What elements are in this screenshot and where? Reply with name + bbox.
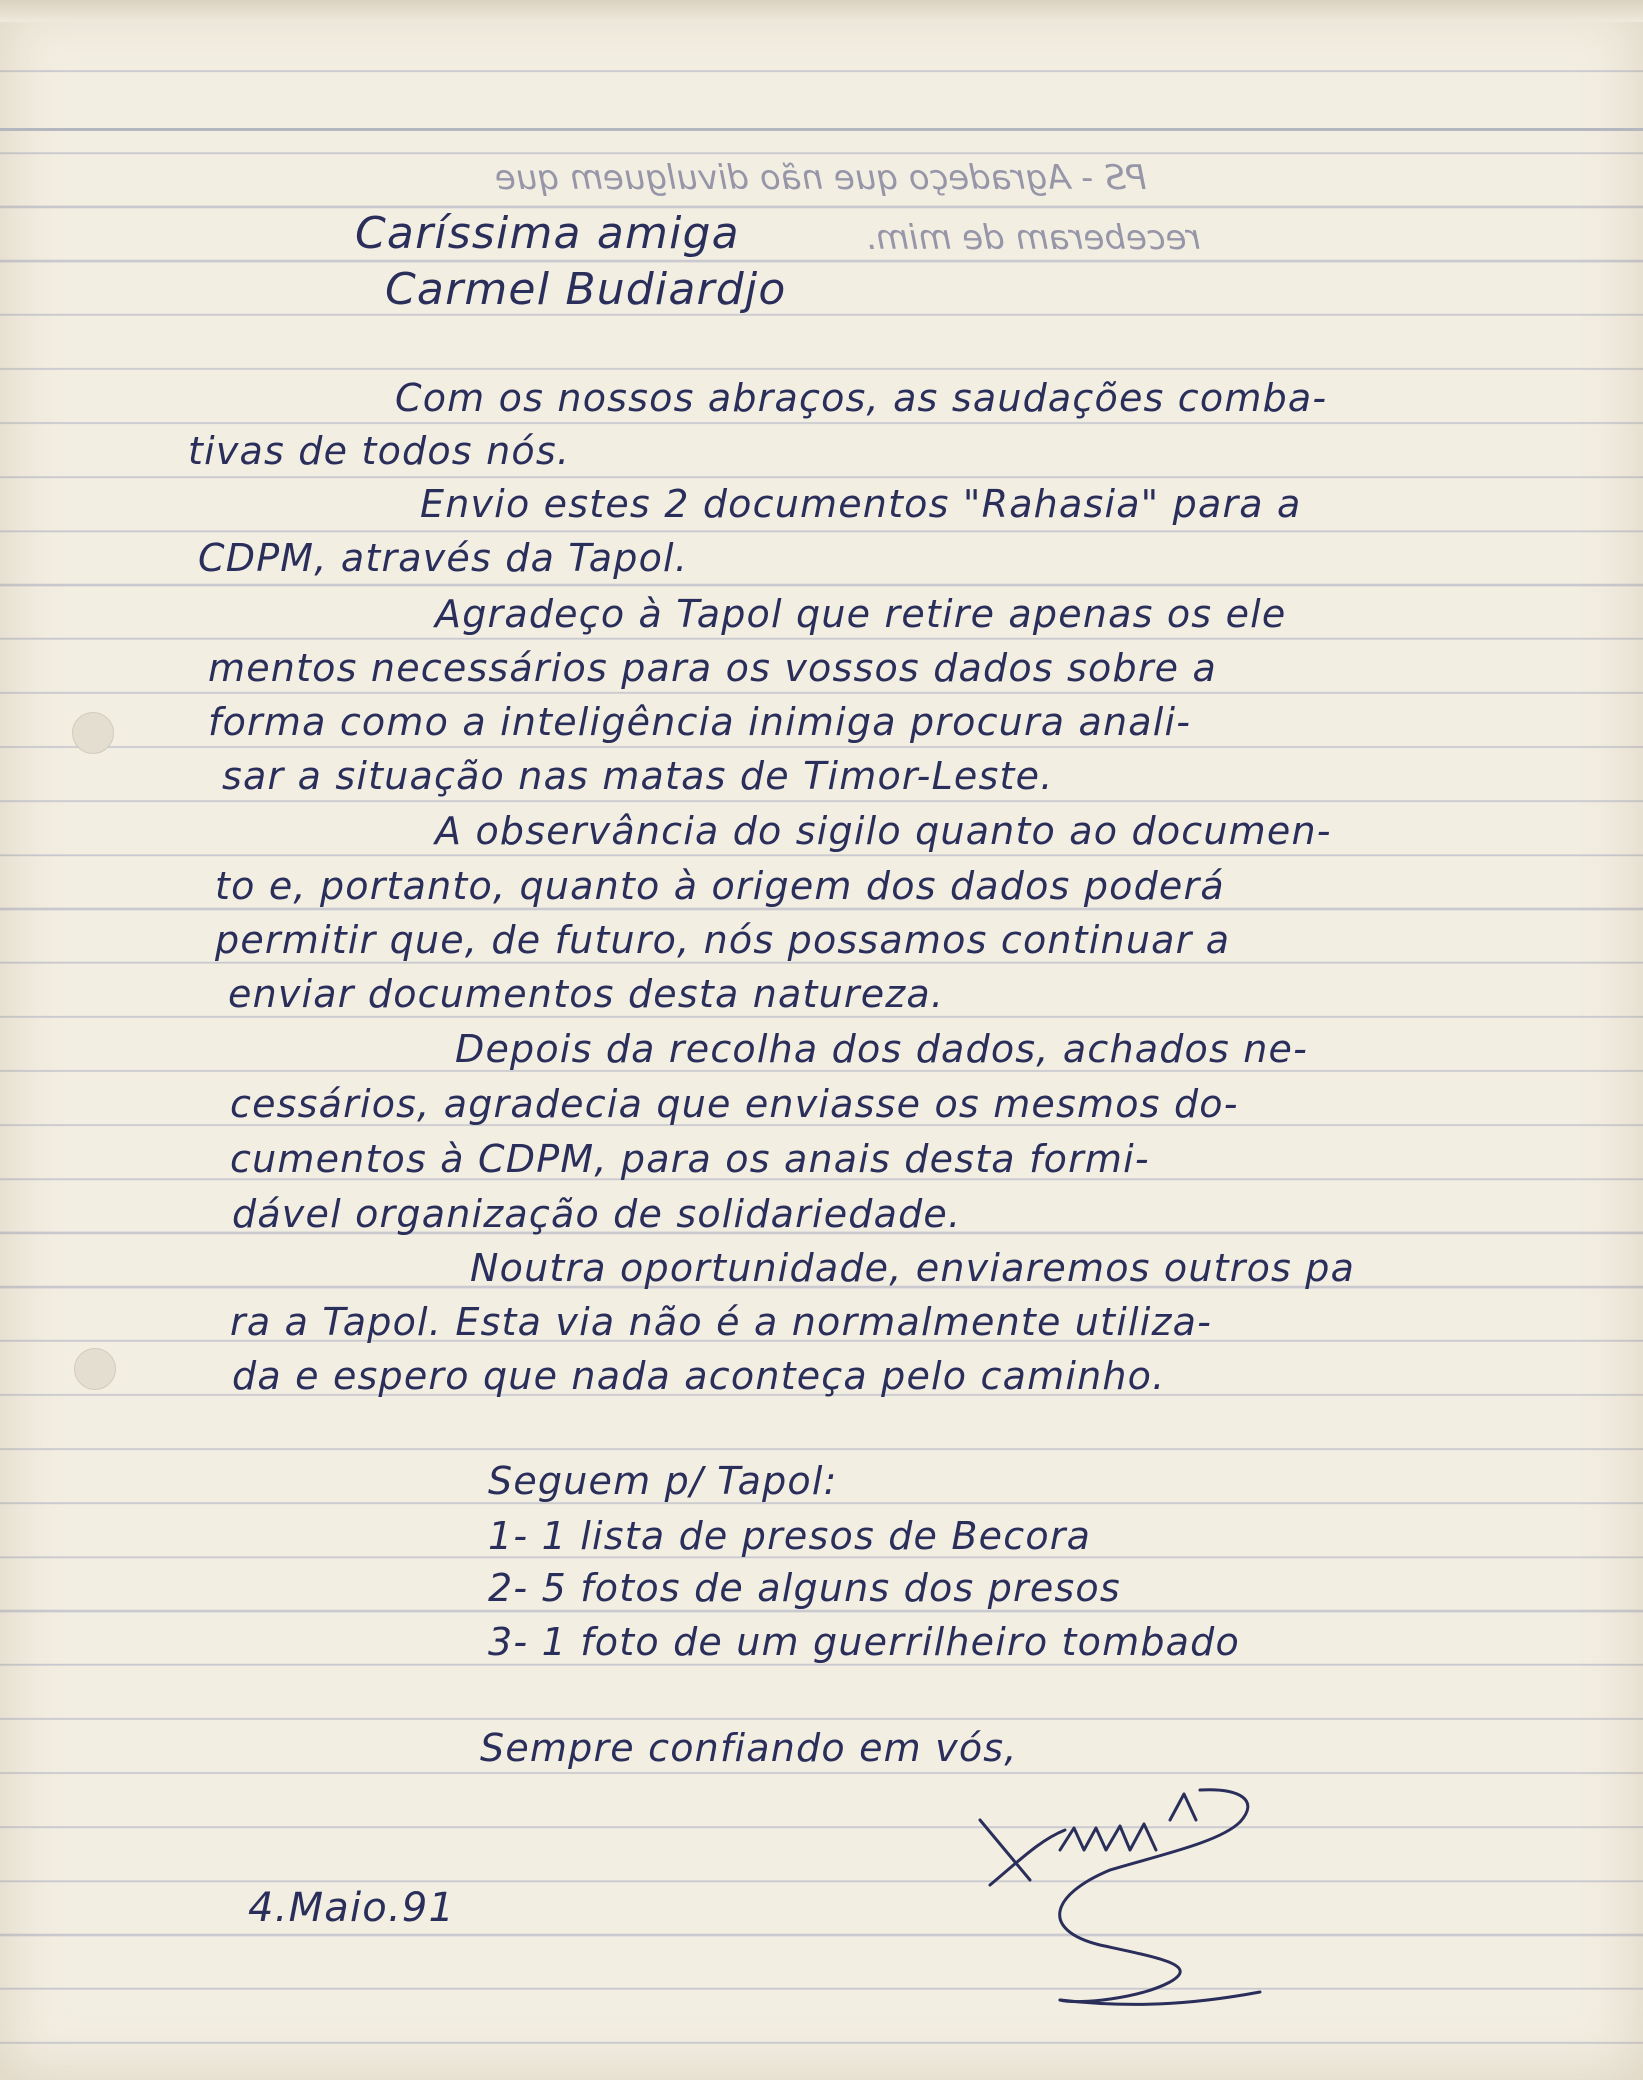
- header-rule: [0, 128, 1643, 131]
- paragraph-5-line-2: cessários, agradecia que enviasse os mesmos do-: [230, 1082, 1239, 1126]
- paragraph-3-line-3: forma como a inteligência inimiga procura anali-: [208, 700, 1192, 744]
- salutation-line-1: Caríssima amiga: [355, 208, 740, 259]
- paragraph-4-line-3: permitir que, de futuro, nós possamos continuar a: [215, 918, 1231, 962]
- paragraph-6-line-2: ra a Tapol. Esta via não é a normalmente utiliza-: [230, 1300, 1213, 1344]
- paragraph-6-line-1: Noutra oportunidade, enviaremos outros pa: [470, 1246, 1356, 1290]
- handwritten-signature: [960, 1760, 1340, 2020]
- salutation-line-2: Carmel Budiardjo: [385, 264, 787, 315]
- paragraph-3-line-4: sar a situação nas matas de Timor-Leste.: [222, 754, 1054, 798]
- paragraph-3-line-1: Agradeço à Tapol que retire apenas os ele: [435, 592, 1287, 636]
- paragraph-4-line-4: enviar documentos desta natureza.: [228, 972, 945, 1016]
- paragraph-4-line-2: to e, portanto, quanto à origem dos dados poderá: [215, 864, 1225, 908]
- paragraph-3-line-2: mentos necessários para os vossos dados sobre a: [208, 646, 1217, 690]
- paragraph-1-line-1: Com os nossos abraços, as saudações comba-: [395, 376, 1328, 420]
- paragraph-5-line-3: cumentos à CDPM, para os anais desta formi-: [230, 1137, 1150, 1181]
- paragraph-2-line-1: Envio estes 2 documentos "Rahasia" para a: [420, 482, 1302, 526]
- torn-top-edge: [0, 0, 1643, 22]
- date: 4.Maio.91: [248, 1885, 456, 1931]
- punch-hole-lower: [74, 1348, 116, 1390]
- paragraph-5-line-4: dável organização de solidariedade.: [232, 1192, 962, 1236]
- list-item-3: 3- 1 foto de um guerrilheiro tombado: [488, 1620, 1240, 1664]
- list-item-2: 2- 5 fotos de alguns dos presos: [488, 1566, 1121, 1610]
- bleed-through-line-2: receberam de mim.: [865, 218, 1201, 258]
- closing-line: Sempre confiando em vós,: [480, 1726, 1018, 1770]
- paragraph-4-line-1: A observância do sigilo quanto ao documen-: [435, 809, 1332, 853]
- list-heading: Seguem p/ Tapol:: [488, 1459, 838, 1503]
- paragraph-2-line-2: CDPM, através da Tapol.: [198, 536, 689, 580]
- paragraph-1-line-2: tivas de todos nós.: [188, 429, 571, 473]
- paragraph-5-line-1: Depois da recolha dos dados, achados ne-: [455, 1027, 1309, 1071]
- paragraph-6-line-3: da e espero que nada aconteça pelo caminho.: [232, 1354, 1166, 1398]
- list-item-1: 1- 1 lista de presos de Becora: [488, 1514, 1092, 1558]
- bleed-through-line-1: PS - Agradeço que não divulguem que: [495, 158, 1147, 198]
- punch-hole-upper: [72, 712, 114, 754]
